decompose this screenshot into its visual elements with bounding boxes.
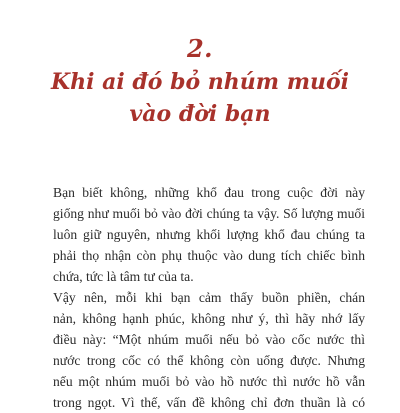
chapter-title (40, 66, 360, 130)
text-line: Vậy nên, mỗi khi bạn cảm thấy buồn phiền, chán (53, 290, 365, 305)
chapter-title-line: vào đời bạn (129, 101, 271, 127)
text-line: nếu một nhúm muối bỏ vào hồ nước thì nước hồ vẫn (53, 374, 365, 389)
text-line: Bạn biết không, những khổ đau trong cuộc đời này (53, 185, 365, 200)
text-line: trong ngọt. Vì thế, vấn đề không chỉ đơn thuần là có (53, 395, 365, 410)
chapter-title-line: Khi ai đó bỏ nhúm muối (50, 69, 350, 95)
chapter-number: 2. (186, 34, 214, 63)
text-line: chứa, tức là tâm tư của ta. (53, 269, 194, 284)
text-line: điều này: “Một nhúm muối nếu bỏ vào cốc nước thì (53, 332, 365, 347)
text-line: nước trong cốc có thể không còn uống được. Nhưng (53, 353, 365, 368)
text-line: luôn giữ nguyên, nhưng khối lượng khổ đau chúng ta (53, 227, 365, 242)
paragraph (53, 287, 365, 413)
text-line: nản, không hạnh phúc, không như ý, thì hãy nhớ lấy (53, 311, 365, 326)
text-line: phải thọ nhận còn phụ thuộc vào dung tích chiếc bình (53, 248, 365, 263)
paragraph (53, 182, 365, 287)
text-line: giống như muối bỏ vào đời chúng ta vậy. Số lượng muối (53, 206, 365, 221)
